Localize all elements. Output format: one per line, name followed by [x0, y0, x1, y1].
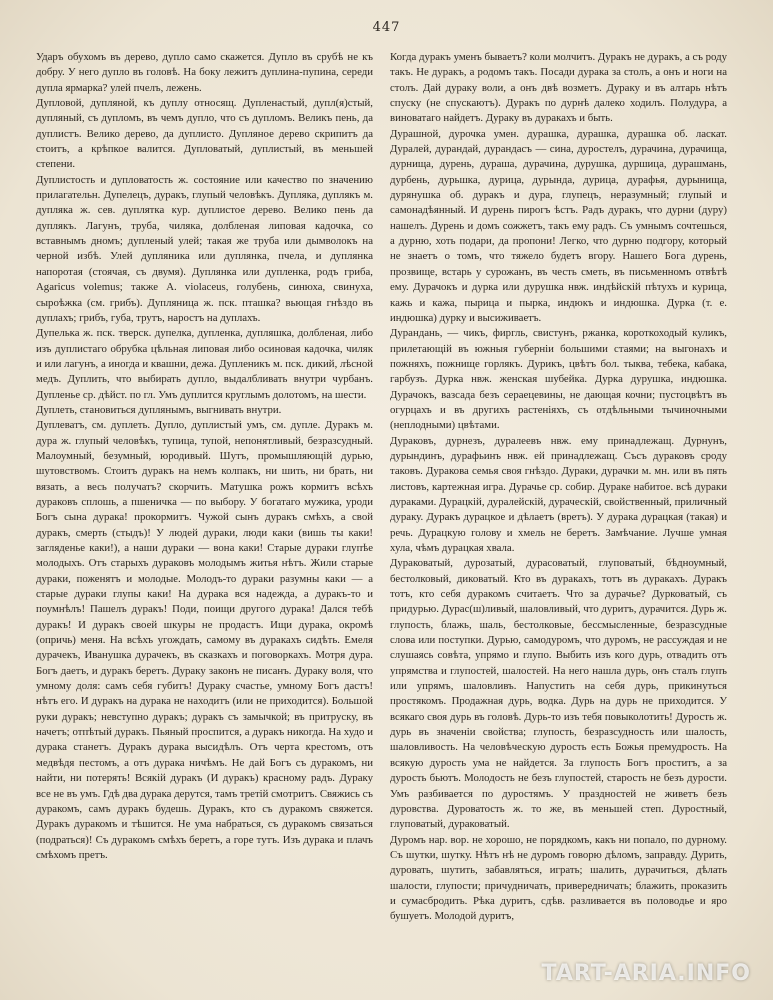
paragraph: Дуромъ нар. вор. не хорошо, не порядкомъ, какъ ни попало, по дурному. Съ шутки, шутку. Нѣтъ нѣ не дуромъ говорю дѣломъ, заправду. Дурить, дуровать, шутить, забавляться, играть; шалить, дурачиться, дѣлать шалости, глупости; причудничать, привередничать; блажить, проказить и сумасбродить. Рѣка дуритъ, сдѣв. разливается въ половодье и яро бушуетъ. Молодой дуритъ,: [390, 833, 727, 923]
paragraph: Дурашной, дурочка умен. дурашка, дурашка, дурашка об. ласкат. Дуралей, дурандай, дурандасъ — сина, дуростелъ, дурачина, дурачища, дурнища, дурень, дураша, дурачина, дурушка, дуршица, дурашмань, дурбень, дурьшка, дурица, дурында, дурица, дурафья, дурынища, дурянушка об. дуракъ и дура, глупецъ, неразумный; глупый и самонадѣянный. И дурень пирогъ ѣстъ. Радъ дуракъ, что дурни (дуру) нашелъ. Дурень и домъ сожжетъ, такъ ему радъ. Съ умнымъ сочтешься, а дурню, хоть подари, да пропони! Легко, что дурню подгору, который не знаетъ о томъ, что тяжело будетъ вгору. Нашего Бога дурень, прозвище, встарь у сурожанъ, въ честь сметь, въ письменномъ отвѣтѣ ему. Дурачокъ и дурка или дурушка нвж. индѣйскій пѣтухъ и курица, кажь и кажа, пырица и пырка, индюкъ и индюшка. Дурка (т. е. индюшка) дурку и высиживаетъ.: [390, 127, 727, 324]
left-column: [36, 50, 373, 970]
paragraph: Ударъ обухомъ въ дерево, дупло само скажется. Дупло въ срубѣ не къ добру. У него дупло въ головѣ. На боку лежитъ дуплина-пупина, середи дупла ярмарка? улей пчелъ, лежень.: [36, 51, 373, 94]
paragraph: Дураковъ, дурнезъ, дуралеевъ нвж. ему принадлежащ. Дурнунъ, дурындинъ, дурафьинъ нвж. ей принадлежащ. Съсъ дураковъ сроду таковъ. Дуракова семья своя гнѣздо. Дураки, дурачки м. мн. или въ пять листовъ, картежная игра. Дурачье ср. собир. Дураке набитое. всѣ дураки дураками. Дурацкій, дуралейскій, дураческій, свойственный, приличный дураку. Дуракъ дурацкое и дѣлаетъ (вретъ). У дурака дурацкая (такая) и речь. Дурацкую голову и хмель не беретъ. Замѣчание. Лучше умная хула, чѣмъ дурацкая хвала.: [390, 434, 727, 554]
paragraph: Дупловой, дупляной, къ дуплу относящ. Дупленастый, дупл(я)стый, дупляный, съ дупломъ, въ чемъ дупло, что съ дупломъ. Великъ пень, да дуплистъ. Велико дерево, да дуплисто. Дупляное дерево скрипитъ да стоитъ, а крѣпкое валится. Дупловатый, дуплистый, въ меньшей степени.: [36, 97, 373, 171]
paragraph: Дуплеть, становиться дуплянымъ, выгнивать внутри.: [36, 403, 282, 416]
site-watermark: TART-ARIA.INFO: [541, 961, 751, 986]
page-number: 447: [372, 20, 401, 35]
paragraph: Дуплеватъ, см. дуплеть. Дупло, дуплистый умъ, см. дупле. Дуракъ м. дура ж. глупый человѣкъ, тупица, тупой, непонятливый, безразсудный. Малоумный, безумный, юродивый. Шутъ, промышляющій дурью, шутовствомъ. Стоитъ дуракъ на немъ колпакъ, ни шить, ни брать, ни вязать, а весь получатъ? скорчить. Матушка рожъ кормитъ всѣхъ дураковъ сплошь, а пшеничка — по выбору. У богатаго мужика, уроди Богъ сына дурака! прокормитъ. Чужой сынъ дуракъ смѣхъ, а свой дуракъ, смерть (стыдъ)! У людей дураки, люди каки (вишь ты каки! загляденье каки!), а наши дураки — вона каки! Старые дураки глупѣе молодыхъ. Отъ старыхъ дураковъ молодымъ житья нѣтъ. Жили старые дураки, поженятъ и молодые. Молодъ-то дураки разумны каки — а старые дураки глупы каки! На дурака вся надежда, а дуракъ-то и поумнѣлъ! Пашелъ дуракъ! Поди, поищи другого дурака! Дался тебѣ дуракъ! И дуракъ своей шкуры не продастъ. Ищи дурака, окромѣ (опричь) меня. На всѣхъ угождать, самому въ дуракахъ сидѣть. Емеля дурачекъ, Иванушка дурачекъ, въ сказкахъ и поговоркахъ. Мотря дура. Богъ даетъ, и дуракъ беретъ. Дураку законъ не писанъ. Дураку воля, что умному доля: самъ себя губитъ! Дураку счастье, умному Богъ дастъ! нѣтъ его. И дуракъ на дурака не находитъ (или не приходится). Большой руки дуракъ; невступно дуракъ; дуракъ съ замычкой; въ притруску, въ начетъ; отпѣтый дуракъ. Пьяный проспится, а дуракъ никогда. На худо и дурака станетъ. Дуракъ дурака высидѣлъ. Отъ черта крестомъ, отъ медвѣдя пестомъ, а отъ дурака ничѣмъ. Не дай Богъ съ дуракомъ, ни найти, ни потерять! Всякій дуракъ (И дуракъ) красному радъ. Дураку все не въ умъ. Гдѣ два дурака дерутся, тамъ третій смотритъ. Свяжись съ дуракомъ, самъ дуракъ будешь. Дуракъ, кто съ дуракомъ свяжется. Дуракъ дуракомъ и тѣшится. Не ума набраться, съ дуракомъ связаться (подраться)! Съ дуракомъ смѣхъ беретъ, а горе тутъ. Изъ дурака и плачъ смѣхомъ претъ.: [36, 419, 373, 861]
paragraph: Дупелька ж. пск. тверск. дупелка, дупленка, дупляшка, долбленая, либо изъ дуплистаго обрубка цѣльная липовая либо осиновая кадочка, чиляк и или лагунъ, а иногда и квашни, дежа. Дупленикъ м. пск. дикий, лѣсной медъ. Дуплить, что выбирать дупло, выдалбливать внутри чурбанъ. Дупленье ср. дѣйст. по гл. Умъ дуплится круглымъ долотомъ, на шести.: [36, 327, 373, 401]
paragraph: Дурандань, — чикъ, фиргль, свистунъ, ржанка, короткоходый куликъ, прилетающій въ южныя губерніи большими стаями; на выгонахъ и пожняхъ, пожнище горлякъ. Дурикъ, цвѣтъ бол. тыква, тебека, кабака, гарбузъ. Дурка нвж. женская шубейка. Дурка дурушка, индюшка. Дурачокъ, вазсада безъ сераецевины, не дающая кочни; пустоцвѣтъ въ огурцахъ и въ другихъ растеніяхъ, съ отдѣльными тычиночными (неплодными) цвѣтами.: [390, 327, 727, 432]
paragraph: Дуплистость и дупловатость ж. состояние или качество по значению прилагательн. Дупелецъ, дуракъ, глупый человѣкъ. Дупляка, дуплякъ м. дупляка ж. сев. дуплятка кур. дуплистое дерево. Велико пень да дуплякъ. Лагунъ, труба, чиляка, долбленая липовая кадочка, со вставнымъ дномъ; дупленый улей; такая же труба или дымволокъ на черной избѣ. Улей дупляника или дуплянка, пчела, и дуплянка напоротая (стоячая, съ двумя). Дуплянка или дупленка, родъ гриба, Agaricus volemus; также A. violaceus, голубень, синюха, свинуха, сыроѣжка (см. грибъ). Дупляница ж. пск. пташка? вьющая гнѣздо въ дуплахъ; грибъ, губа, трутъ, наростъ на дуплахъ.: [36, 173, 373, 324]
paragraph: Дураковатый, дурозатый, дурасоватый, глуповатый, бѣдноумный, бестолковый, диковатый. Кто въ дуракахъ, тотъ въ дуракахъ. Дуракъ тотъ, кто себя дуракомъ считаетъ. Что за дурачье? Дурковатый, съ придурью. Дурас(ш)ливый, шаловливый, что дуритъ, дурачится. Дурь ж. глупость, блажь, шаль, бестолковые, бессмысленные, безразсудные слова или поступки. Дурью, самодуромъ, что дуромъ, не рассуждая и не слушаясь совѣта, упрямо и глупо. Выбить изъ кого дурь, отвадить отъ упрямства и глупостей, шалостей. На него нашла дурь, онъ сталъ глупъ или упрямъ, шаловливъ. Напустить на себя дурь, прикинуться простякомъ. Продажная дурь, водка. Дурь на дурь не приходится. У всякаго своя дурь въ головѣ. Дурь-то изъ тебя повыколотить! Дурость ж. дурь въ значенiи свойства; глупость, безразсудность или шалость, шаловливость. На человѣческую дурость есть Божья премудрость. На всякую дурость ума не найдется. За глупость Богъ проститъ, а за дурость бьютъ. Молодость не безъ глупостей, старость не безъ дурости. Умъ разбивается по дуростямъ. У праздностей не живетъ безъ дуровства. Дуроватость ж. то же, въ меньшей степ. Дуростный, глуповатый, дураковатый.: [390, 557, 727, 831]
paragraph: Когда дуракъ уменъ бываетъ? коли молчитъ. Дуракъ не дуракъ, а съ роду такъ. Не дуракъ, а родомъ такъ. Посади дурака за столъ, а онъ и ноги на столъ. Дай дураку воли, а онъ двѣ возметъ. Дураку и въ алтарь нѣтъ спуску (не спускаютъ). Дуракъ по дурнѣ далеко ходилъ. Полудура, а виноватаго найдетъ. Дураку въ дуракахъ и быть.: [390, 51, 727, 125]
right-column: [390, 50, 727, 970]
